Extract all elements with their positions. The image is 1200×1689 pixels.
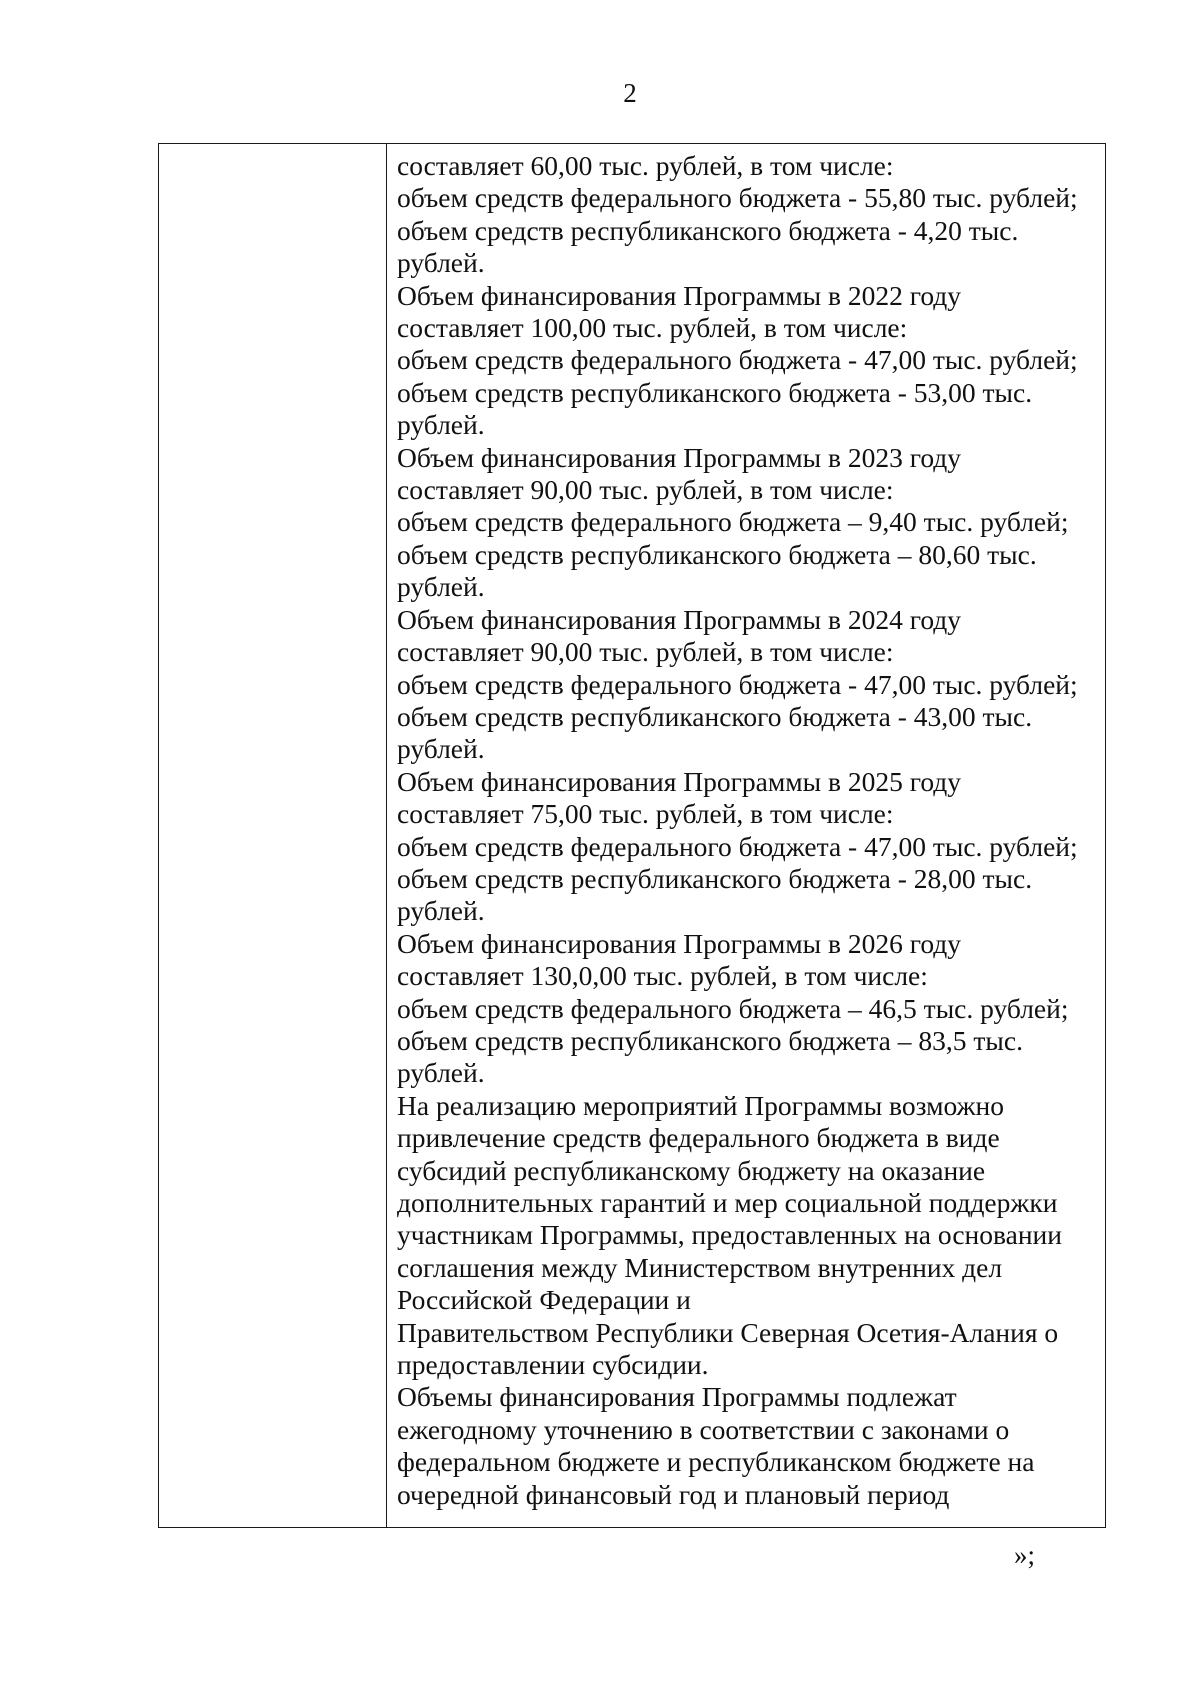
text-line: рублей. <box>397 895 485 927</box>
text-line: объем средств республиканского бюджета - 28,00 тыс. <box>397 862 1033 894</box>
text-line: объем средств федерального бюджета - 47,00 тыс. рублей; <box>397 344 1078 376</box>
text-line: ежегодному уточнению в соответствии с законами о <box>397 1413 1010 1445</box>
text-line: На реализацию мероприятий Программы возможно <box>397 1089 1005 1121</box>
text-line: участникам Программы, предоставленных на основании <box>397 1219 1062 1251</box>
closing-quote-mark: »; <box>1014 1540 1036 1570</box>
table-right-cell <box>387 144 1105 1527</box>
text-line: объем средств республиканского бюджета - 4,20 тыс. <box>397 214 1019 246</box>
text-line: составляет 100,00 тыс. рублей, в том числе: <box>397 312 908 344</box>
text-line: Объем финансирования Программы в 2026 году <box>397 927 962 959</box>
text-line: объем средств республиканского бюджета - 43,00 тыс. <box>397 700 1033 732</box>
text-line: объем средств республиканского бюджета – 80,60 тыс. <box>397 538 1037 570</box>
text-line: объем средств федерального бюджета – 46,5 тыс. рублей; <box>397 992 1069 1024</box>
table-left-cell <box>159 144 387 1527</box>
text-line: Объем финансирования Программы в 2025 году <box>397 765 962 797</box>
text-line: объем средств федерального бюджета - 55,80 тыс. рублей; <box>397 182 1078 214</box>
text-line: федеральном бюджете и республиканском бюджете на <box>397 1446 1035 1478</box>
text-line: объем средств федерального бюджета - 47,00 тыс. рублей; <box>397 830 1078 862</box>
text-line: составляет 90,00 тыс. рублей, в том числе: <box>397 636 894 668</box>
text-line: составляет 90,00 тыс. рублей, в том числе: <box>397 474 894 506</box>
text-line: рублей. <box>397 571 485 603</box>
text-line: рублей. <box>397 733 485 765</box>
text-line: Объем финансирования Программы в 2023 году <box>397 441 962 473</box>
text-line: субсидий республиканскому бюджету на оказание <box>397 1154 986 1186</box>
text-line: рублей. <box>397 409 485 441</box>
text-line: рублей. <box>397 247 485 279</box>
text-line: объем средств республиканского бюджета – 83,5 тыс. <box>397 1024 1023 1056</box>
text-line: Объемы финансирования Программы подлежат <box>397 1381 957 1413</box>
text-line: составляет 75,00 тыс. рублей, в том числе: <box>397 798 894 830</box>
text-line: объем средств федерального бюджета – 9,40 тыс. рублей; <box>397 506 1069 538</box>
text-line: Объем финансирования Программы в 2022 году <box>397 279 962 311</box>
text-line: составляет 60,00 тыс. рублей, в том числе: <box>397 150 894 181</box>
text-line: объем средств республиканского бюджета - 53,00 тыс. <box>397 376 1033 408</box>
text-line: привлечение средств федерального бюджета в виде <box>397 1122 1000 1154</box>
text-line: дополнительных гарантий и мер социальной поддержки <box>397 1187 1058 1218</box>
text-line: предоставлении субсидии. <box>397 1349 709 1381</box>
text-line: Российской Федерации и <box>397 1284 691 1316</box>
text-line: составляет 130,0,00 тыс. рублей, в том числе: <box>397 960 928 992</box>
page-number: 2 <box>623 78 637 108</box>
text-line: объем средств федерального бюджета - 47,00 тыс. рублей; <box>397 668 1078 700</box>
text-line: соглашения между Министерством внутренних дел <box>397 1251 1003 1283</box>
text-line: рублей. <box>397 1057 485 1089</box>
financing-table <box>158 143 1106 1528</box>
text-line: Объем финансирования Программы в 2024 году <box>397 603 962 635</box>
text-line: Правительством Республики Северная Осетия-Алания о <box>397 1316 1059 1348</box>
text-line: очередной финансовый год и плановый период <box>397 1478 950 1510</box>
